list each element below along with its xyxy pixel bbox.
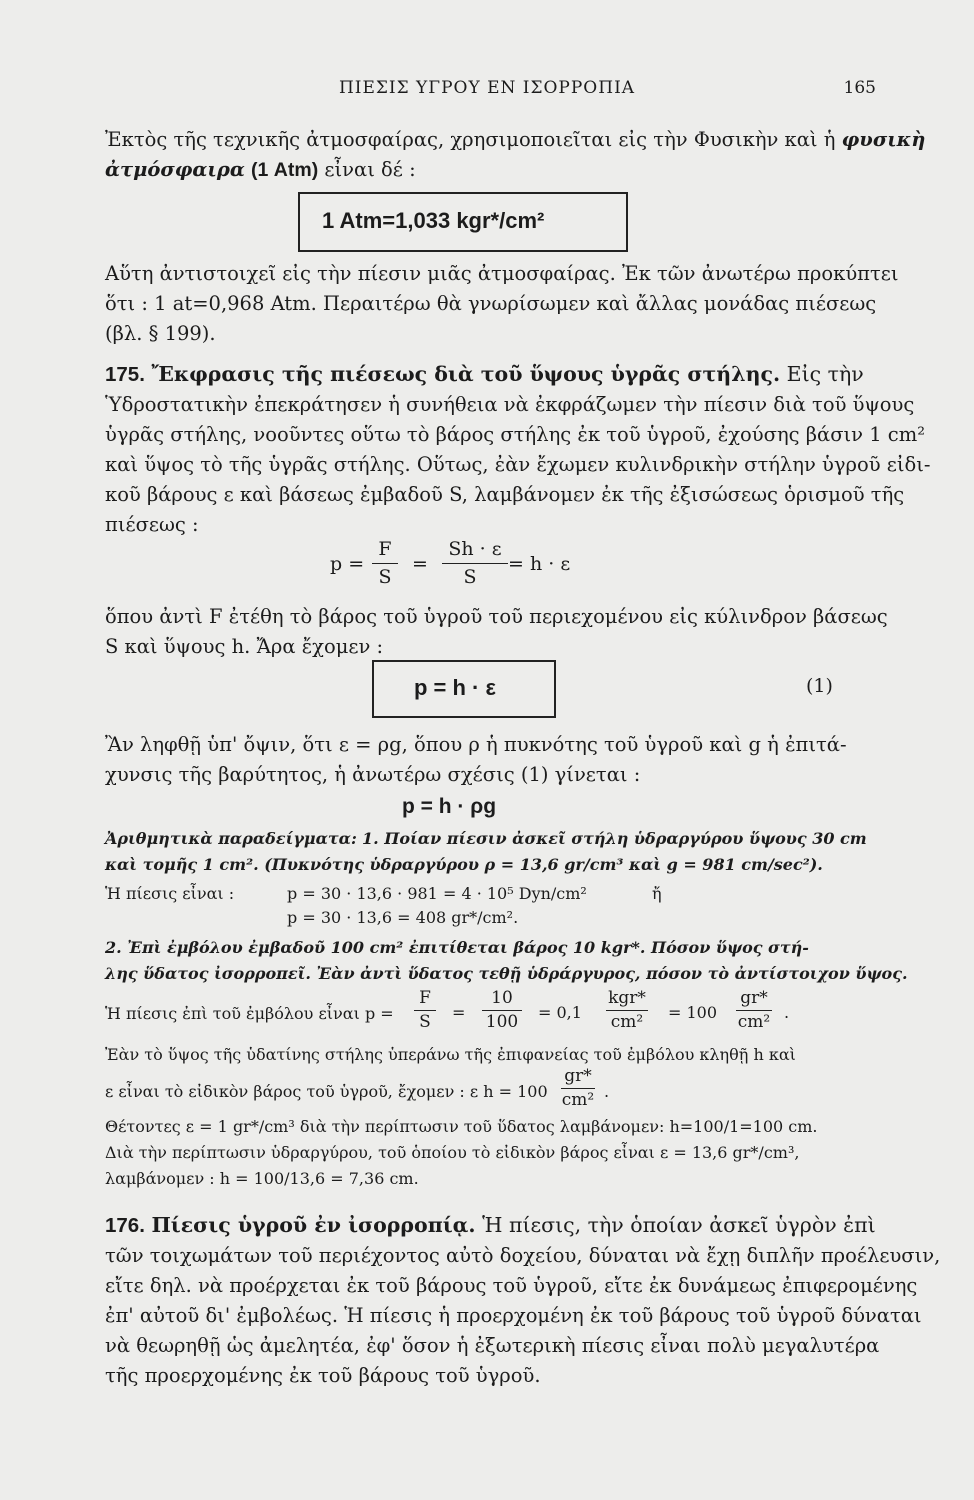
- s176-line-4: νὰ θεωρηθῇ ὡς ἀμελητέα, ἐφ' ὅσον ἡ ἐξωτερικὴ πίεσις εἶναι πολὺ μεγαλυτέρα: [105, 1334, 880, 1357]
- para3-line-2: χυνσις τῆς βαρύτητος, ἡ ἀνωτέρω σχέσις (1) γίνεται :: [105, 763, 641, 786]
- section-176-title-rest: Ἡ πίεσις, τὴν ὁποίαν ἀσκεῖ ὑγρὸν ἐπὶ: [482, 1213, 876, 1237]
- eq-sh-bar: [442, 563, 508, 564]
- section-175-heading: [105, 362, 864, 387]
- example-1-or: ἤ: [652, 884, 662, 903]
- examples-heading: Ἀριθμητικὰ παραδείγματα:: [105, 829, 357, 848]
- example-1-question: 1. Ποίαν πίεσιν ἀσκεῖ στήλη ὑδραργύρου ὕψους 30 cm: [361, 829, 867, 848]
- ex2-eq-3: = 100: [668, 1003, 718, 1022]
- section-176-number: 176.: [105, 1214, 145, 1237]
- example-1-lead: Ἡ πίεσις εἶναι :: [105, 884, 235, 903]
- intro-line-1: [105, 128, 925, 151]
- atm-definition: 1 Atm=1,033 kgr*/cm²: [322, 208, 545, 233]
- example-1-line-2: καὶ τομῆς 1 cm². (Πυκνότης ὑδραργύρου ρ = 13,6 gr/cm³ καὶ g = 981 cm/sec²).: [105, 855, 823, 874]
- intro-line-2: [105, 158, 416, 182]
- ex2-l4-den: cm²: [561, 1090, 595, 1110]
- ex2-10-bar: [482, 1010, 522, 1011]
- example-2-lead: Ἡ πίεσις ἐπὶ τοῦ ἐμβόλου εἶναι p =: [105, 1004, 394, 1023]
- example-2-line-2: λης ὕδατος ἰσορροπεῖ. Ἐὰν ἀντὶ ὕδατος τεθῇ ὑδράργυρος, πόσον τὸ ἀντίστοιχον ὕψος.: [105, 964, 908, 983]
- example-2-line-4-text: ε εἶναι τὸ εἰδικὸν βάρος τοῦ ὑγροῦ, ἔχομεν : ε h = 100: [105, 1082, 548, 1101]
- eq-f-num: F: [378, 538, 392, 560]
- ex2-100: 100: [485, 1012, 519, 1032]
- example-1-calc-1: p = 30 · 13,6 · 981 = 4 · 10⁵ Dyn/cm²: [287, 884, 587, 903]
- ex2-gr: gr*: [740, 988, 768, 1008]
- section-title: Ἔκφρασις τῆς πιέσεως διὰ τοῦ ὕψους ὑγρᾶς στήλης.: [151, 362, 781, 386]
- eq-p: p =: [330, 553, 365, 575]
- running-title: ΠΙΕΣΙΣ ΥΓΡΟΥ ΕΝ ΙΣΟΡΡΟΠΙΑ: [338, 78, 636, 98]
- example-1-calc-2: p = 30 · 13,6 = 408 gr*/cm².: [287, 908, 519, 927]
- example-2-line-3: Ἐὰν τὸ ὕψος τῆς ὑδατίνης στήλης ὑπεράνω τῆς ἐπιφανείας τοῦ ἐμβόλου κληθῇ h καὶ: [105, 1045, 796, 1064]
- section-number: 175.: [105, 363, 145, 386]
- section-176-heading: [105, 1213, 876, 1238]
- s175-line-5: πιέσεως :: [105, 513, 199, 536]
- ex2-f-bar: [414, 1010, 436, 1011]
- intro-text: Ἐκτὸς τῆς τεχνικῆς ἀτμοσφαίρας, χρησιμοποιεῖται εἰς τὴν Φυσικὴν καὶ ἡ: [105, 128, 836, 151]
- eq-f-bar: [372, 563, 398, 564]
- eq-rhs: = h · ε: [508, 553, 571, 575]
- example-2-line-6: Διὰ τὴν περίπτωσιν ὑδραργύρου, τοῦ ὁποίου τὸ εἰδικὸν βάρος εἶναι ε = 13,6 gr*/cm³,: [105, 1143, 800, 1162]
- ex2-l4-dot: .: [604, 1082, 610, 1101]
- page-number: 165: [843, 78, 876, 98]
- example-2-line-1: 2. Ἐπὶ ἐμβόλου ἐμβαδοῦ 100 cm² ἐπιτίθεται βάρος 10 kgr*. Πόσον ὕψος στή-: [105, 938, 809, 957]
- eq-equals: =: [412, 553, 428, 575]
- intro-unit: (1 Atm): [251, 159, 319, 181]
- ex2-s: S: [419, 1012, 431, 1032]
- para1-line-3: (βλ. § 199).: [105, 322, 216, 345]
- ex2-l4-num: gr*: [564, 1066, 592, 1086]
- s175-line-4: κοῦ βάρους ε καὶ βάσεως ἐμβαδοῦ S, λαμβάνομεν ἐκ τῆς ἐξισώσεως ὁρισμοῦ τῆς: [105, 483, 905, 506]
- ex2-cm2-b: cm²: [737, 1012, 771, 1032]
- intro-term: φυσικὴ: [841, 128, 926, 151]
- eq-sh-den: S: [463, 566, 477, 588]
- s176-line-5: τῆς προερχομένης ἐκ τοῦ βάρους τοῦ ὑγροῦ.: [105, 1364, 541, 1387]
- section-title-rest: Εἰς τὴν: [786, 362, 864, 386]
- example-2-line-5: Θέτοντες ε = 1 gr*/cm³ διὰ τὴν περίπτωσιν τοῦ ὕδατος λαμβάνομεν: h=100/1=100 cm.: [105, 1117, 818, 1136]
- eq-f-den: S: [378, 566, 392, 588]
- para2-line-2: S καὶ ὕψους h. Ἄρα ἔχομεν :: [105, 635, 384, 658]
- ex2-dot: .: [784, 1003, 790, 1022]
- s175-line-1: Ὑδροστατικὴν ἐπεκράτησεν ἡ συνήθεια νὰ ἐκφράζωμεν τὴν πίεσιν διὰ τοῦ ὕψους: [105, 393, 915, 416]
- ex2-l4-bar: [561, 1088, 595, 1089]
- pressure-formula-box: [372, 660, 556, 718]
- intro-rest: εἶναι δέ :: [324, 158, 416, 181]
- ex2-gr-bar: [736, 1010, 772, 1011]
- ex2-cm2-a: cm²: [610, 1012, 644, 1032]
- para2-line-1: ὅπου ἀντὶ F ἐτέθη τὸ βάρος τοῦ ὑγροῦ τοῦ περιεχομένου εἰς κύλινδρον βάσεως: [105, 605, 888, 628]
- pressure-formula: p = h · ε: [414, 675, 496, 700]
- ex2-10: 10: [491, 988, 513, 1008]
- ex2-kgr-bar: [606, 1010, 648, 1011]
- section-176-title: Πίεσις ὑγροῦ ἐν ἰσορροπίᾳ.: [151, 1213, 476, 1237]
- s176-line-3: ἐπ' αὐτοῦ δι' ἐμβολέως. Ἡ πίεσις ἡ προερχομένη ἐκ τοῦ βάρους τοῦ ὑγροῦ δύναται: [105, 1304, 922, 1327]
- para1-line-1: Αὕτη ἀντιστοιχεῖ εἰς τὴν πίεσιν μιᾶς ἀτμοσφαίρας. Ἐκ τῶν ἀνωτέρω προκύπτει: [105, 262, 899, 285]
- example-1-line-1: [105, 829, 867, 848]
- ex2-eq-1: =: [452, 1003, 466, 1022]
- s175-line-3: καὶ ὕψος τὸ τῆς ὑγρᾶς στήλης. Οὕτως, ἐὰν ἔχωμεν κυλινδρικὴν στήλην ὑγροῦ εἰδι-: [105, 453, 931, 476]
- s176-line-2: εἴτε δηλ. νὰ προέρχεται ἐκ τοῦ βάρους τοῦ ὑγροῦ, εἴτε ἐκ δυνάμεως ἐπιφερομένης: [105, 1274, 918, 1297]
- s175-line-2: ὑγρᾶς στήλης, νοοῦντες οὕτω τὸ βάρος στήλης ἐκ τοῦ ὑγροῦ, ἐχούσης βάσιν 1 cm²: [105, 423, 926, 446]
- para1-line-2: ὅτι : 1 at=0,968 Atm. Περαιτέρω θὰ γνωρίσωμεν καὶ ἄλλας μονάδας πιέσεως: [105, 292, 877, 315]
- atm-definition-box: [298, 192, 628, 252]
- eq-sh-num: Sh · ε: [448, 538, 502, 560]
- intro-term-2: ἀτμόσφαιρα: [105, 158, 245, 181]
- pressure-density-formula: p = h · ρg: [402, 795, 497, 818]
- ex2-kgr: kgr*: [608, 988, 646, 1008]
- example-2-line-7: λαμβάνομεν : h = 100/13,6 = 7,36 cm.: [105, 1169, 419, 1188]
- equation-label: (1): [806, 675, 833, 697]
- ex2-f: F: [419, 988, 431, 1008]
- ex2-eq-2: = 0,1: [538, 1003, 582, 1022]
- para3-line-1: Ἂν ληφθῇ ὑπ' ὄψιν, ὅτι ε = ρg, ὅπου ρ ἡ πυκνότης τοῦ ὑγροῦ καὶ g ἡ ἐπιτά-: [105, 733, 847, 756]
- s176-line-1: τῶν τοιχωμάτων τοῦ περιέχοντος αὐτὸ δοχείου, δύναται νὰ ἔχῃ διπλῆν προέλευσιν,: [105, 1244, 941, 1267]
